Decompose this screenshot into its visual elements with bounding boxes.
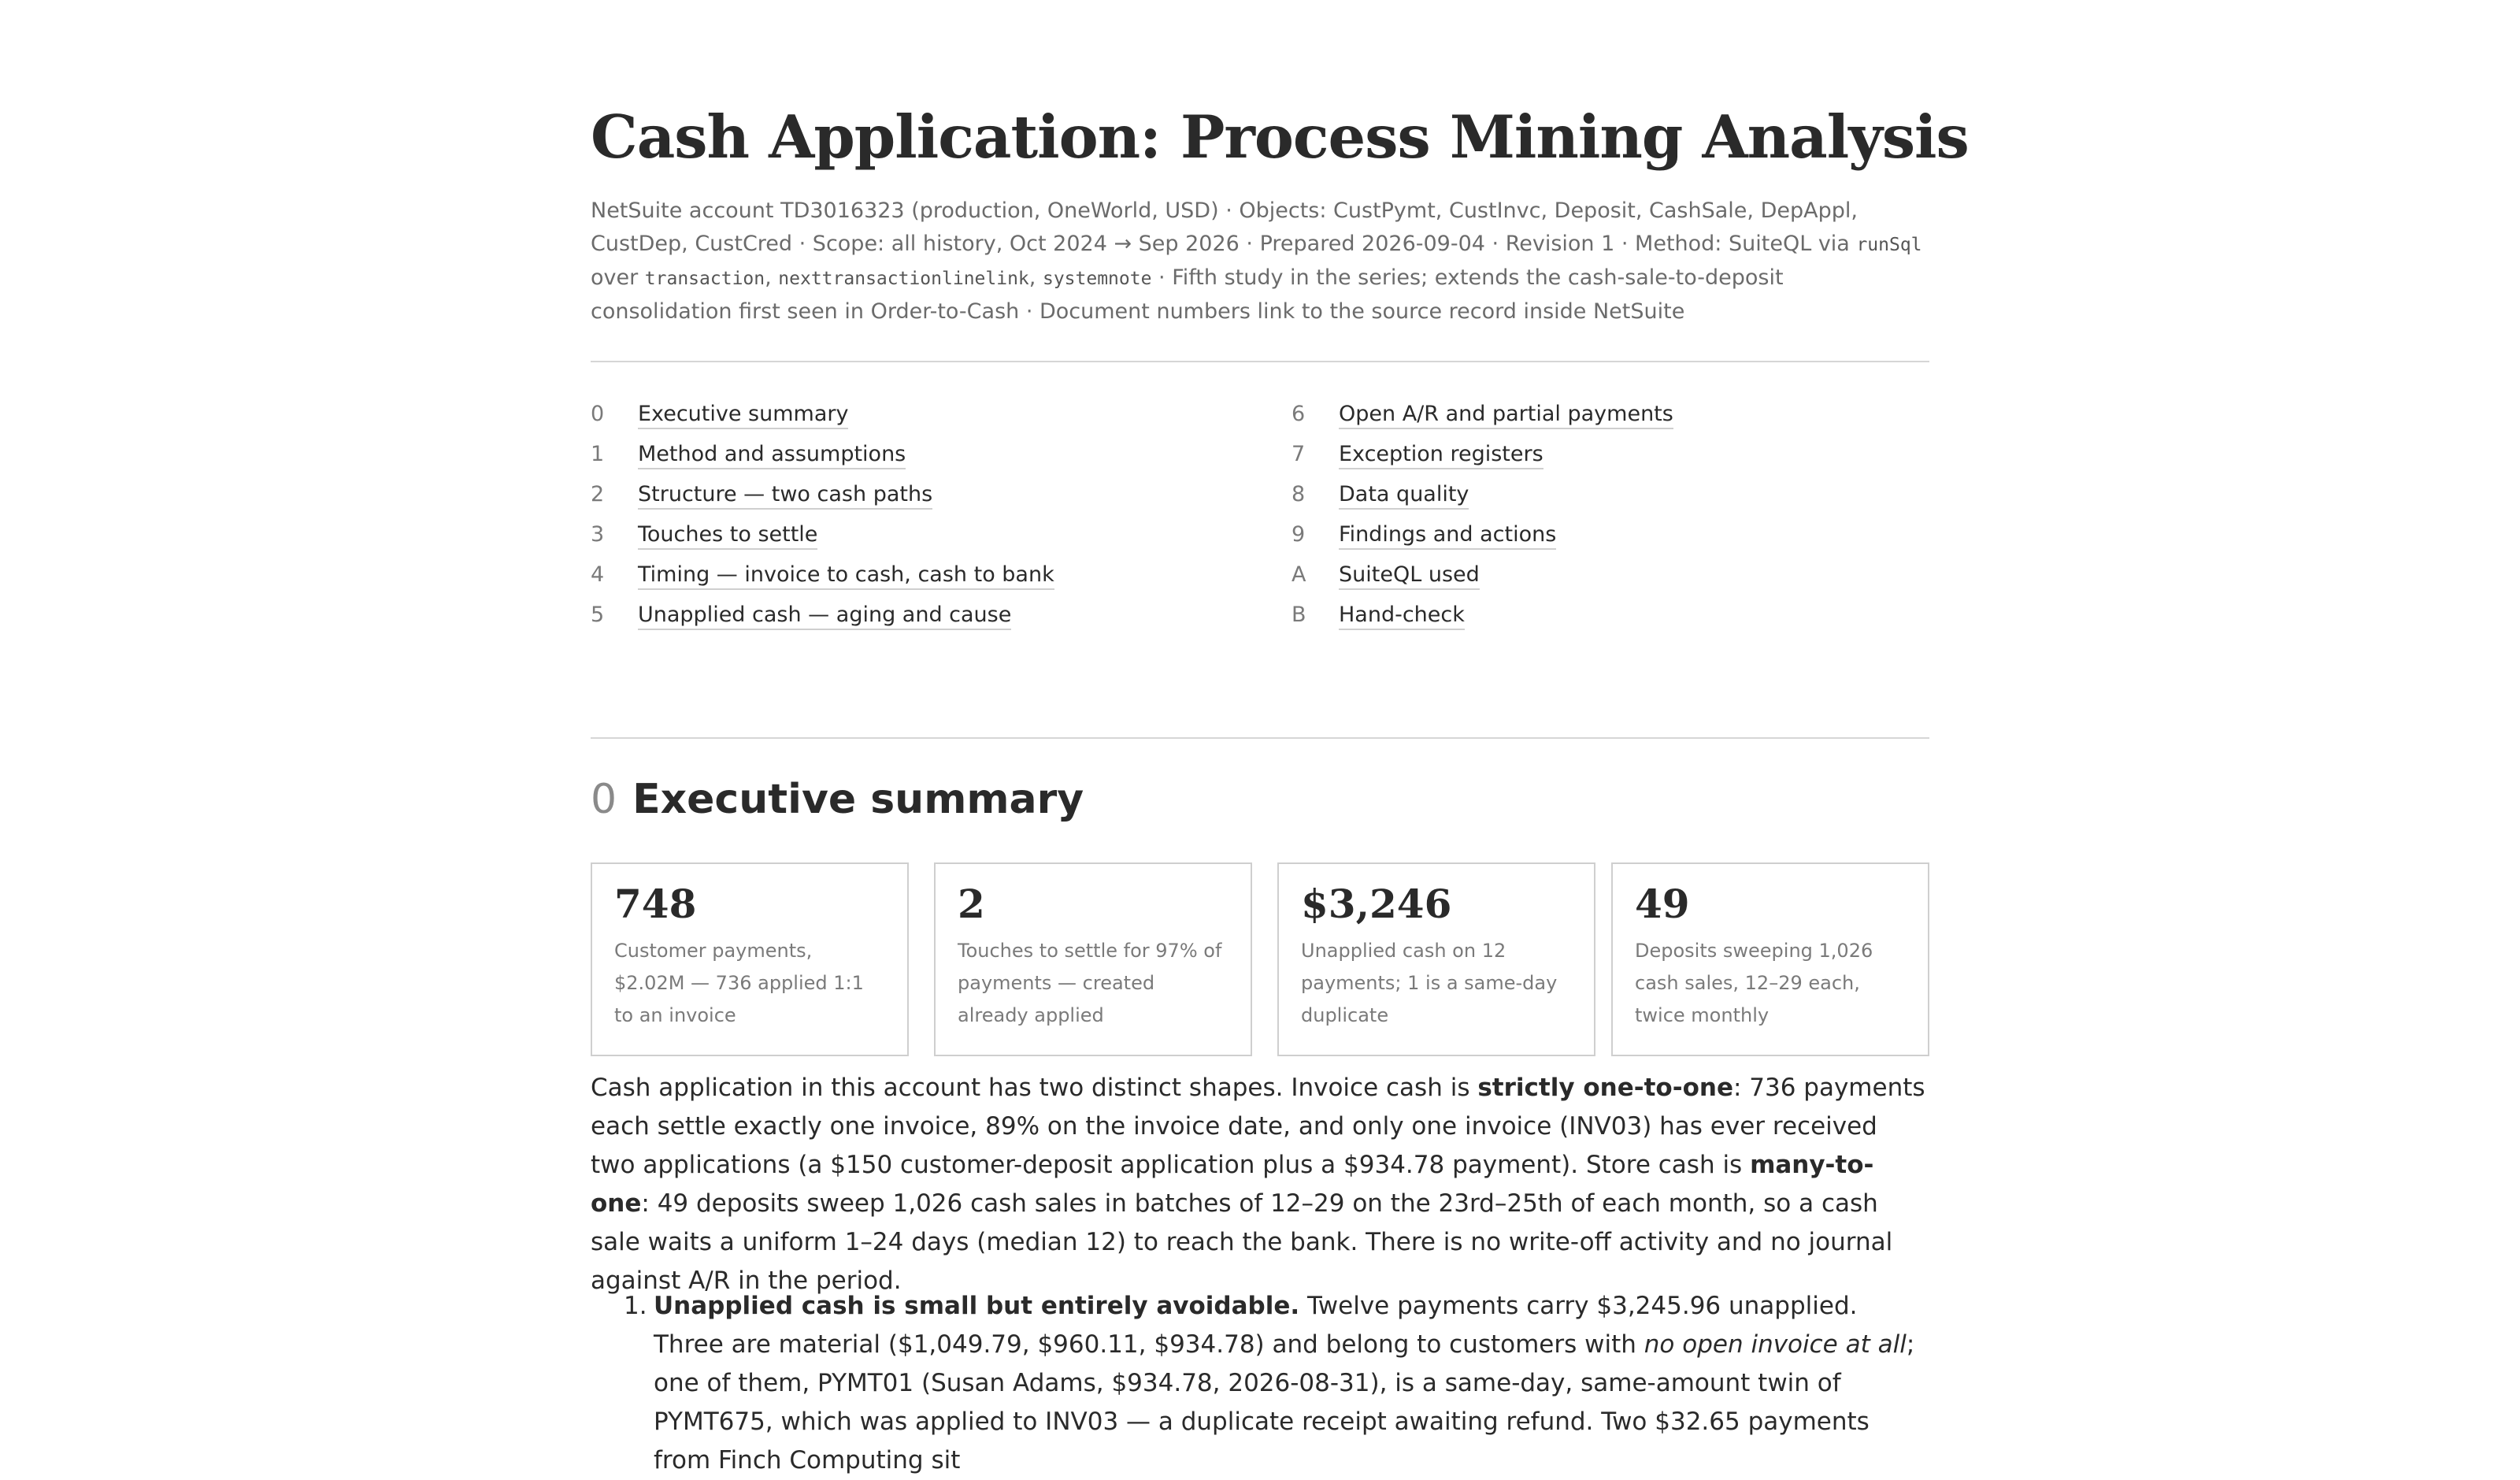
- toc-link-exception-registers[interactable]: Exception registers: [1339, 442, 1544, 469]
- divider: [591, 361, 1929, 362]
- toc-item: [591, 402, 1054, 442]
- toc-link-executive-summary[interactable]: Executive summary: [638, 402, 848, 429]
- kpi-card: [934, 862, 1252, 1056]
- para-text: : 49 deposits sweep 1,026 cash sales in batches of 12–29 on the 23rd–25th of each month, so a cash sale waits a uniform 1–24 days (median 12) to reach the bank. There is no write-off activity and no journal against A/R in the period.: [591, 1189, 1893, 1295]
- toc-link-suiteql[interactable]: SuiteQL used: [1339, 562, 1480, 590]
- section-title: Executive summary: [632, 776, 1084, 823]
- table-of-contents: [591, 402, 1929, 627]
- document-meta: [591, 195, 1929, 328]
- kpi-card: [1611, 862, 1929, 1056]
- list-emphasis: no open invoice at all: [1644, 1330, 1907, 1359]
- summary-paragraph: [591, 1069, 1929, 1300]
- kpi-cards: [591, 862, 1929, 1058]
- kpi-label: Customer payments, $2.02M — 736 applied 1:1 to an invoice: [614, 940, 864, 1026]
- toc-number: 9: [1292, 522, 1306, 547]
- meta-text: ,: [1028, 265, 1043, 290]
- meta-code-systemnote: systemnote: [1042, 269, 1152, 289]
- toc-number: 7: [1292, 442, 1306, 466]
- toc-column-right: [1292, 402, 1673, 643]
- toc-number: 8: [1292, 482, 1306, 506]
- kpi-label: Touches to settle for 97% of payments — created already applied: [958, 940, 1222, 1026]
- toc-link-hand-check[interactable]: Hand-check: [1339, 603, 1465, 630]
- toc-item: [591, 522, 1054, 562]
- toc-item: [1292, 603, 1673, 643]
- divider: [591, 737, 1929, 739]
- findings-list: [591, 1287, 1929, 1480]
- para-bold: strictly one-to-one: [1477, 1074, 1733, 1102]
- list-bold: Unapplied cash is small but entirely avoidable.: [654, 1292, 1300, 1320]
- toc-item: [1292, 562, 1673, 603]
- list-number: 1.: [624, 1292, 647, 1320]
- toc-number: 1: [591, 442, 605, 466]
- page-title: Cash Application: Process Mining Analysis: [591, 102, 1969, 172]
- para-text: : 736 payments each settle exactly one invoice, 89% on the invoice date, and only one invoice (INV03) has ever received two applications (a $150 customer-deposit application plus a $934.78 payment). Store cash is: [591, 1074, 1925, 1179]
- kpi-label: Unapplied cash on 12 payments; 1 is a same-day duplicate: [1301, 940, 1558, 1026]
- list-item: [591, 1287, 1929, 1480]
- toc-number: 2: [591, 482, 605, 506]
- list-text: ; one of them, PYMT01 (Susan Adams, $934.78, 2026-08-31), is a same-day, same-amount twin of PYMT675, which was applied to INV03 — a duplicate receipt awaiting refund. Two $32.65 payments from Finch Computing sit: [654, 1330, 1915, 1474]
- toc-link-data-quality[interactable]: Data quality: [1339, 482, 1469, 510]
- toc-item: [1292, 402, 1673, 442]
- toc-number: A: [1292, 562, 1306, 587]
- toc-link-findings[interactable]: Findings and actions: [1339, 522, 1556, 550]
- toc-item: [1292, 482, 1673, 522]
- toc-column-left: [591, 402, 1054, 643]
- meta-code-transaction: transaction: [644, 269, 765, 289]
- section-heading: [591, 776, 1084, 823]
- toc-number: 5: [591, 603, 605, 627]
- toc-item: [1292, 442, 1673, 482]
- meta-text: NetSuite account TD3016323 (production, OneWorld, USD) · Objects: CustPymt, CustInvc, Deposit, CashSale, DepAppl, CustDep, CustCred · Scope: all history, Oct 2024 → Sep 2026 · Prepared 2026-09-04 · Revision 1 · Method: SuiteQL via: [591, 198, 1858, 256]
- toc-number: B: [1292, 603, 1306, 627]
- section-number: 0: [591, 776, 617, 823]
- kpi-value: 49: [1635, 881, 1690, 927]
- toc-link-timing[interactable]: Timing — invoice to cash, cash to bank: [638, 562, 1054, 590]
- list-text: Twelve payments carry $3,245.96 unapplied. Three are material ($1,049.79, $960.11, $934.78) and belong to customers with: [654, 1292, 1858, 1359]
- toc-link-touches[interactable]: Touches to settle: [638, 522, 817, 550]
- para-bold: many-to-one: [591, 1151, 1874, 1218]
- kpi-card: [1277, 862, 1595, 1056]
- meta-code-runsql: runSql: [1856, 235, 1922, 255]
- toc-item: [591, 482, 1054, 522]
- kpi-value: $3,246: [1301, 881, 1452, 927]
- toc-item: [591, 603, 1054, 643]
- toc-number: 6: [1292, 402, 1306, 426]
- toc-number: 4: [591, 562, 605, 587]
- toc-item: [1292, 522, 1673, 562]
- toc-number: 3: [591, 522, 605, 547]
- meta-text: ,: [765, 265, 779, 290]
- kpi-value: 2: [958, 881, 985, 927]
- toc-item: [591, 442, 1054, 482]
- toc-number: 0: [591, 402, 605, 426]
- meta-text: · Fifth study in the series; extends the cash-sale-to-deposit consolidation first seen in Order-to-Cash · Document numbers link to the source record inside NetSuite: [591, 265, 1784, 324]
- kpi-label: Deposits sweeping 1,026 cash sales, 12–29 each, twice monthly: [1635, 940, 1873, 1026]
- kpi-value: 748: [614, 881, 697, 927]
- toc-link-unapplied-cash[interactable]: Unapplied cash — aging and cause: [638, 603, 1011, 630]
- toc-item: [591, 562, 1054, 603]
- meta-code-nexttransactionlinelink: nexttransactionlinelink: [778, 269, 1029, 289]
- kpi-card: [591, 862, 909, 1056]
- meta-text: over: [591, 265, 645, 290]
- para-text: Cash application in this account has two distinct shapes. Invoice cash is: [591, 1074, 1478, 1102]
- toc-link-structure[interactable]: Structure — two cash paths: [638, 482, 932, 510]
- toc-link-open-ar[interactable]: Open A/R and partial payments: [1339, 402, 1673, 429]
- toc-link-method[interactable]: Method and assumptions: [638, 442, 906, 469]
